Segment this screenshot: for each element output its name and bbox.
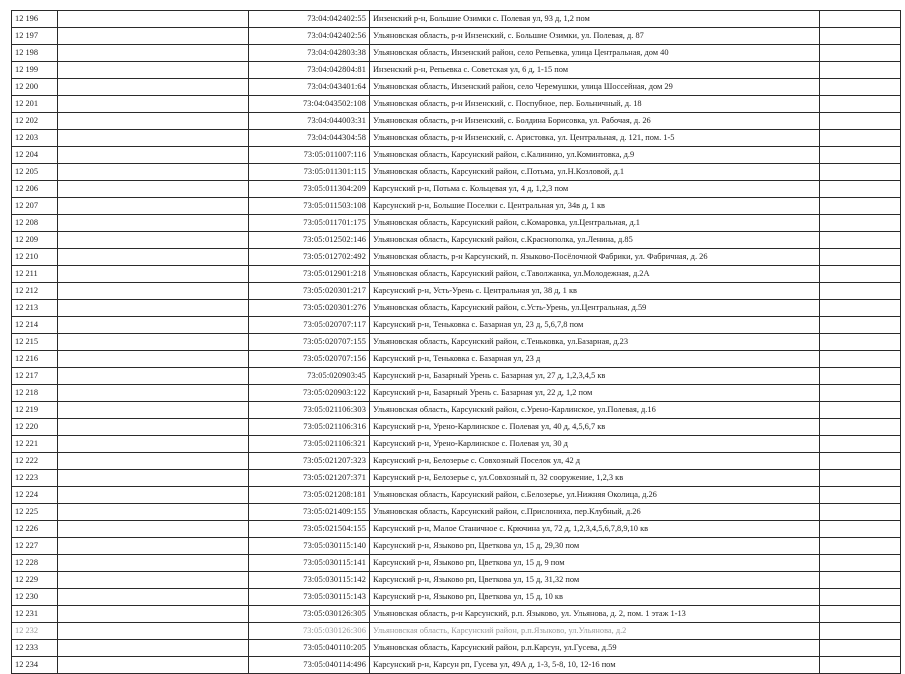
blank-cell: [58, 283, 249, 300]
blank-cell: [58, 419, 249, 436]
row-number-cell: 12 201: [12, 96, 58, 113]
table-row: [12, 538, 901, 555]
row-number-cell: 12 211: [12, 266, 58, 283]
row-number-cell: 12 207: [12, 198, 58, 215]
table-row: [12, 504, 901, 521]
table-row: [12, 317, 901, 334]
blank-cell: [58, 45, 249, 62]
blank-cell: [58, 504, 249, 521]
cadastral-number-cell: 73:05:012702:492: [249, 249, 370, 266]
cadastral-number-cell: 73:05:020301:217: [249, 283, 370, 300]
address-cell: Карсунский р-н, Языково рп, Цветкова ул, 15 д, 29,30 пом: [370, 538, 820, 555]
cadastral-number-cell: 73:04:043502:108: [249, 96, 370, 113]
table-row: [12, 62, 901, 79]
address-cell: Ульяновская область, Карсунский район, с.Белозерье, ул.Нижняя Околица, д.26: [370, 487, 820, 504]
blank-cell: [820, 300, 901, 317]
row-number-cell: 12 206: [12, 181, 58, 198]
table-row: [12, 453, 901, 470]
cadastral-number-cell: 73:05:012901:218: [249, 266, 370, 283]
cadastral-number-cell: 73:05:021106:303: [249, 402, 370, 419]
cadastral-number-cell: 73:05:020707:155: [249, 334, 370, 351]
table-row: [12, 402, 901, 419]
cadastral-number-cell: 73:04:044003:31: [249, 113, 370, 130]
blank-cell: [820, 147, 901, 164]
table-row: [12, 368, 901, 385]
blank-cell: [820, 130, 901, 147]
blank-cell: [58, 113, 249, 130]
blank-cell: [58, 538, 249, 555]
address-cell: Карсунский р-н, Большие Поселки с. Центральная ул, 34в д, 1 кв: [370, 198, 820, 215]
blank-cell: [820, 249, 901, 266]
row-number-cell: 12 199: [12, 62, 58, 79]
cadastral-number-cell: 73:04:042804:81: [249, 62, 370, 79]
cadastral-number-cell: 73:05:040110:205: [249, 640, 370, 657]
address-cell: Карсунский р-н, Языково рп, Цветкова ул, 15 д, 10 кв: [370, 589, 820, 606]
blank-cell: [820, 334, 901, 351]
address-cell: Карсунский р-н, Языково рп, Цветкова ул, 15 д, 9 пом: [370, 555, 820, 572]
row-number-cell: 12 214: [12, 317, 58, 334]
blank-cell: [820, 657, 901, 674]
table-row: [12, 266, 901, 283]
table-row: [12, 436, 901, 453]
table-row: [12, 351, 901, 368]
cadastral-number-cell: 73:04:042402:55: [249, 11, 370, 28]
cadastral-number-cell: 73:05:011301:115: [249, 164, 370, 181]
blank-cell: [820, 623, 901, 640]
address-cell: Карсунский р-н, Базарный Урень с. Базарная ул, 27 д, 1,2,3,4,5 кв: [370, 368, 820, 385]
cadastral-number-cell: 73:04:044304:58: [249, 130, 370, 147]
blank-cell: [820, 368, 901, 385]
cadastral-number-cell: 73:05:011701:175: [249, 215, 370, 232]
row-number-cell: 12 232: [12, 623, 58, 640]
table-row: [12, 640, 901, 657]
address-cell: Ульяновская область, р-н Инзенский, с. Аристовка, ул. Центральная, д. 121, пом. 1-5: [370, 130, 820, 147]
table-row: [12, 79, 901, 96]
cadastral-number-cell: 73:05:030115:141: [249, 555, 370, 572]
row-number-cell: 12 229: [12, 572, 58, 589]
table-row: [12, 249, 901, 266]
blank-cell: [58, 436, 249, 453]
blank-cell: [58, 487, 249, 504]
table-row: [12, 572, 901, 589]
blank-cell: [820, 555, 901, 572]
blank-cell: [58, 351, 249, 368]
blank-cell: [58, 96, 249, 113]
table-row: [12, 623, 901, 640]
address-cell: Ульяновская область, Карсунский район, с.Калинино, ул.Коминтовка, д.9: [370, 147, 820, 164]
address-cell: Инзенский р-н, Репьевка с. Советская ул, 6 д, 1-15 пом: [370, 62, 820, 79]
address-cell: Ульяновская область, р-н Карсунский, п. Языково-Посёлочной Фабрики, ул. Фабричная, д. 26: [370, 249, 820, 266]
cadastral-number-cell: 73:05:020903:122: [249, 385, 370, 402]
address-cell: Ульяновская область, Инзенский район, село Репьевка, улица Центральная, дом 40: [370, 45, 820, 62]
blank-cell: [820, 504, 901, 521]
address-cell: Карсунский р-н, Языково рп, Цветкова ул, 15 д, 31,32 пом: [370, 572, 820, 589]
blank-cell: [820, 62, 901, 79]
address-cell: Карсунский р-н, Малое Станичное с. Крючина ул, 72 д, 1,2,3,4,5,6,7,8,9,10 кв: [370, 521, 820, 538]
cadastral-number-cell: 73:05:021208:181: [249, 487, 370, 504]
cadastral-number-cell: 73:05:030115:143: [249, 589, 370, 606]
cadastral-number-cell: 73:05:020707:117: [249, 317, 370, 334]
row-number-cell: 12 215: [12, 334, 58, 351]
table-row: [12, 232, 901, 249]
row-number-cell: 12 231: [12, 606, 58, 623]
table-row: [12, 198, 901, 215]
blank-cell: [820, 283, 901, 300]
blank-cell: [820, 45, 901, 62]
table-row: [12, 181, 901, 198]
cadastral-number-cell: 73:05:021207:371: [249, 470, 370, 487]
address-cell: Ульяновская область, Карсунский район, с.Комаровка, ул.Центральная, д.1: [370, 215, 820, 232]
address-cell: Карсунский р-н, Базарный Урень с. Базарная ул, 22 д, 1,2 пом: [370, 385, 820, 402]
blank-cell: [58, 572, 249, 589]
table-row: [12, 589, 901, 606]
blank-cell: [820, 385, 901, 402]
row-number-cell: 12 200: [12, 79, 58, 96]
blank-cell: [58, 130, 249, 147]
cadastral-number-cell: 73:04:042402:56: [249, 28, 370, 45]
row-number-cell: 12 210: [12, 249, 58, 266]
address-cell: Карсунский р-н, Белозерье с, ул.Совхозный п, 32 сооружение, 1,2,3 кв: [370, 470, 820, 487]
row-number-cell: 12 221: [12, 436, 58, 453]
blank-cell: [58, 317, 249, 334]
row-number-cell: 12 216: [12, 351, 58, 368]
address-cell: Ульяновская область, Карсунский район, с.Таволжанка, ул.Молодежная, д.2А: [370, 266, 820, 283]
table-row: [12, 300, 901, 317]
table-row: [12, 419, 901, 436]
blank-cell: [58, 164, 249, 181]
blank-cell: [58, 606, 249, 623]
blank-cell: [820, 96, 901, 113]
cadastral-number-cell: 73:05:030126:306: [249, 623, 370, 640]
cadastral-number-cell: 73:05:021504:155: [249, 521, 370, 538]
blank-cell: [58, 657, 249, 674]
table-row: [12, 555, 901, 572]
blank-cell: [58, 453, 249, 470]
blank-cell: [58, 11, 249, 28]
address-cell: Карсунский р-н, Карсун рп, Гусева ул, 49А д, 1-3, 5-8, 10, 12-16 пом: [370, 657, 820, 674]
table-row: [12, 164, 901, 181]
blank-cell: [820, 181, 901, 198]
blank-cell: [58, 232, 249, 249]
blank-cell: [820, 113, 901, 130]
blank-cell: [58, 300, 249, 317]
blank-cell: [820, 606, 901, 623]
address-cell: Ульяновская область, р-н Карсунский, р.п. Языково, ул. Ульянова, д. 2, пом. 1 этаж 1-13: [370, 606, 820, 623]
blank-cell: [820, 351, 901, 368]
address-cell: Карсунский р-н, Урено-Карлинское с. Полевая ул, 30 д: [370, 436, 820, 453]
blank-cell: [58, 62, 249, 79]
table-row: [12, 113, 901, 130]
blank-cell: [58, 623, 249, 640]
table-row: [12, 130, 901, 147]
blank-cell: [58, 402, 249, 419]
blank-cell: [820, 198, 901, 215]
table-row: [12, 487, 901, 504]
cadastral-number-cell: 73:05:030126:305: [249, 606, 370, 623]
table-row: [12, 215, 901, 232]
address-cell: Карсунский р-н, Усть-Урень с. Центральная ул, 38 д, 1 кв: [370, 283, 820, 300]
cadastral-number-cell: 73:05:030115:140: [249, 538, 370, 555]
row-number-cell: 12 222: [12, 453, 58, 470]
table-row: [12, 45, 901, 62]
cadastral-number-cell: 73:04:043401:64: [249, 79, 370, 96]
blank-cell: [820, 402, 901, 419]
blank-cell: [58, 385, 249, 402]
row-number-cell: 12 219: [12, 402, 58, 419]
cadastral-number-cell: 73:05:030115:142: [249, 572, 370, 589]
blank-cell: [58, 589, 249, 606]
table-row: [12, 657, 901, 674]
blank-cell: [820, 572, 901, 589]
address-cell: Карсунский р-н, Урено-Карлинское с. Полевая ул, 40 д, 4,5,6,7 кв: [370, 419, 820, 436]
address-cell: Ульяновская область, Карсунский район, р.п.Карсун, ул.Гусева, д.59: [370, 640, 820, 657]
address-cell: Ульяновская область, р-н Инзенский, с. Поспубное, пер. Больничный, д. 18: [370, 96, 820, 113]
row-number-cell: 12 230: [12, 589, 58, 606]
row-number-cell: 12 203: [12, 130, 58, 147]
cadastral-number-cell: 73:04:042803:38: [249, 45, 370, 62]
blank-cell: [820, 317, 901, 334]
row-number-cell: 12 227: [12, 538, 58, 555]
row-number-cell: 12 226: [12, 521, 58, 538]
address-cell: Ульяновская область, Карсунский район, с.Краснополка, ул.Ленина, д.85: [370, 232, 820, 249]
row-number-cell: 12 205: [12, 164, 58, 181]
address-cell: Ульяновская область, Карсунский район, р.п.Языково, ул.Ульянова, д.2: [370, 623, 820, 640]
blank-cell: [820, 215, 901, 232]
blank-cell: [58, 215, 249, 232]
row-number-cell: 12 196: [12, 11, 58, 28]
row-number-cell: 12 209: [12, 232, 58, 249]
blank-cell: [820, 589, 901, 606]
row-number-cell: 12 223: [12, 470, 58, 487]
address-cell: Карсунский р-н, Белозерье с. Совхозный Поселок ул, 42 д: [370, 453, 820, 470]
cadastral-number-cell: 73:05:040114:496: [249, 657, 370, 674]
address-cell: Карсунский р-н, Теньковка с. Базарная ул, 23 д, 5,6,7,8 пом: [370, 317, 820, 334]
registry-table: [11, 10, 901, 674]
address-cell: Ульяновская область, Инзенский район, село Черемушки, улица Шоссейная, дом 29: [370, 79, 820, 96]
blank-cell: [820, 266, 901, 283]
table-row: [12, 11, 901, 28]
cadastral-number-cell: 73:05:011503:108: [249, 198, 370, 215]
row-number-cell: 12 208: [12, 215, 58, 232]
blank-cell: [58, 555, 249, 572]
blank-cell: [820, 232, 901, 249]
table-row: [12, 283, 901, 300]
blank-cell: [820, 538, 901, 555]
address-cell: Карсунский р-н, Теньковка с. Базарная ул, 23 д: [370, 351, 820, 368]
blank-cell: [58, 266, 249, 283]
blank-cell: [58, 249, 249, 266]
cadastral-number-cell: 73:05:012502:146: [249, 232, 370, 249]
row-number-cell: 12 225: [12, 504, 58, 521]
blank-cell: [820, 640, 901, 657]
blank-cell: [58, 470, 249, 487]
cadastral-number-cell: 73:05:021106:316: [249, 419, 370, 436]
row-number-cell: 12 198: [12, 45, 58, 62]
address-cell: Ульяновская область, р-н Инзенский, с. Болдина Борисовка, ул. Рабочая, д. 26: [370, 113, 820, 130]
cadastral-number-cell: 73:05:021106:321: [249, 436, 370, 453]
blank-cell: [58, 521, 249, 538]
blank-cell: [820, 79, 901, 96]
table-row: [12, 28, 901, 45]
blank-cell: [820, 521, 901, 538]
table-row: [12, 334, 901, 351]
table-row: [12, 96, 901, 113]
row-number-cell: 12 204: [12, 147, 58, 164]
table-row: [12, 147, 901, 164]
blank-cell: [820, 11, 901, 28]
address-cell: Инзенский р-н, Большие Озимки с. Полевая ул, 93 д, 1,2 пом: [370, 11, 820, 28]
row-number-cell: 12 197: [12, 28, 58, 45]
blank-cell: [58, 640, 249, 657]
row-number-cell: 12 217: [12, 368, 58, 385]
table-row: [12, 606, 901, 623]
address-cell: Ульяновская область, Карсунский район, с.Прислониха, пер.Клубный, д.26: [370, 504, 820, 521]
row-number-cell: 12 234: [12, 657, 58, 674]
row-number-cell: 12 202: [12, 113, 58, 130]
blank-cell: [58, 198, 249, 215]
table-row: [12, 470, 901, 487]
row-number-cell: 12 233: [12, 640, 58, 657]
blank-cell: [58, 147, 249, 164]
address-cell: Ульяновская область, Карсунский район, с.Потьма, ул.Н.Козловой, д.1: [370, 164, 820, 181]
blank-cell: [820, 453, 901, 470]
blank-cell: [58, 334, 249, 351]
cadastral-number-cell: 73:05:011304:209: [249, 181, 370, 198]
cadastral-number-cell: 73:05:020301:276: [249, 300, 370, 317]
blank-cell: [58, 181, 249, 198]
cadastral-number-cell: 73:05:020707:156: [249, 351, 370, 368]
blank-cell: [58, 28, 249, 45]
blank-cell: [58, 368, 249, 385]
row-number-cell: 12 228: [12, 555, 58, 572]
blank-cell: [58, 79, 249, 96]
address-cell: Карсунский р-н, Потьма с. Кольцевая ул, 4 д, 1,2,3 пом: [370, 181, 820, 198]
cadastral-number-cell: 73:05:020903:45: [249, 368, 370, 385]
blank-cell: [820, 28, 901, 45]
blank-cell: [820, 487, 901, 504]
address-cell: Ульяновская область, Карсунский район, с.Усть-Урень, ул.Центральная, д.59: [370, 300, 820, 317]
row-number-cell: 12 218: [12, 385, 58, 402]
row-number-cell: 12 220: [12, 419, 58, 436]
cadastral-number-cell: 73:05:021207:323: [249, 453, 370, 470]
row-number-cell: 12 212: [12, 283, 58, 300]
address-cell: Ульяновская область, р-н Инзенский, с. Большие Озимки, ул. Полевая, д. 87: [370, 28, 820, 45]
blank-cell: [820, 419, 901, 436]
cadastral-number-cell: 73:05:021409:155: [249, 504, 370, 521]
address-cell: Ульяновская область, Карсунский район, с.Урено-Карлинское, ул.Полевая, д.16: [370, 402, 820, 419]
blank-cell: [820, 470, 901, 487]
blank-cell: [820, 436, 901, 453]
row-number-cell: 12 224: [12, 487, 58, 504]
cadastral-number-cell: 73:05:011007:116: [249, 147, 370, 164]
row-number-cell: 12 213: [12, 300, 58, 317]
blank-cell: [820, 164, 901, 181]
registry-table-body: [12, 11, 901, 674]
table-row: [12, 521, 901, 538]
table-row: [12, 385, 901, 402]
address-cell: Ульяновская область, Карсунский район, с.Теньковка, ул.Базарная, д.23: [370, 334, 820, 351]
